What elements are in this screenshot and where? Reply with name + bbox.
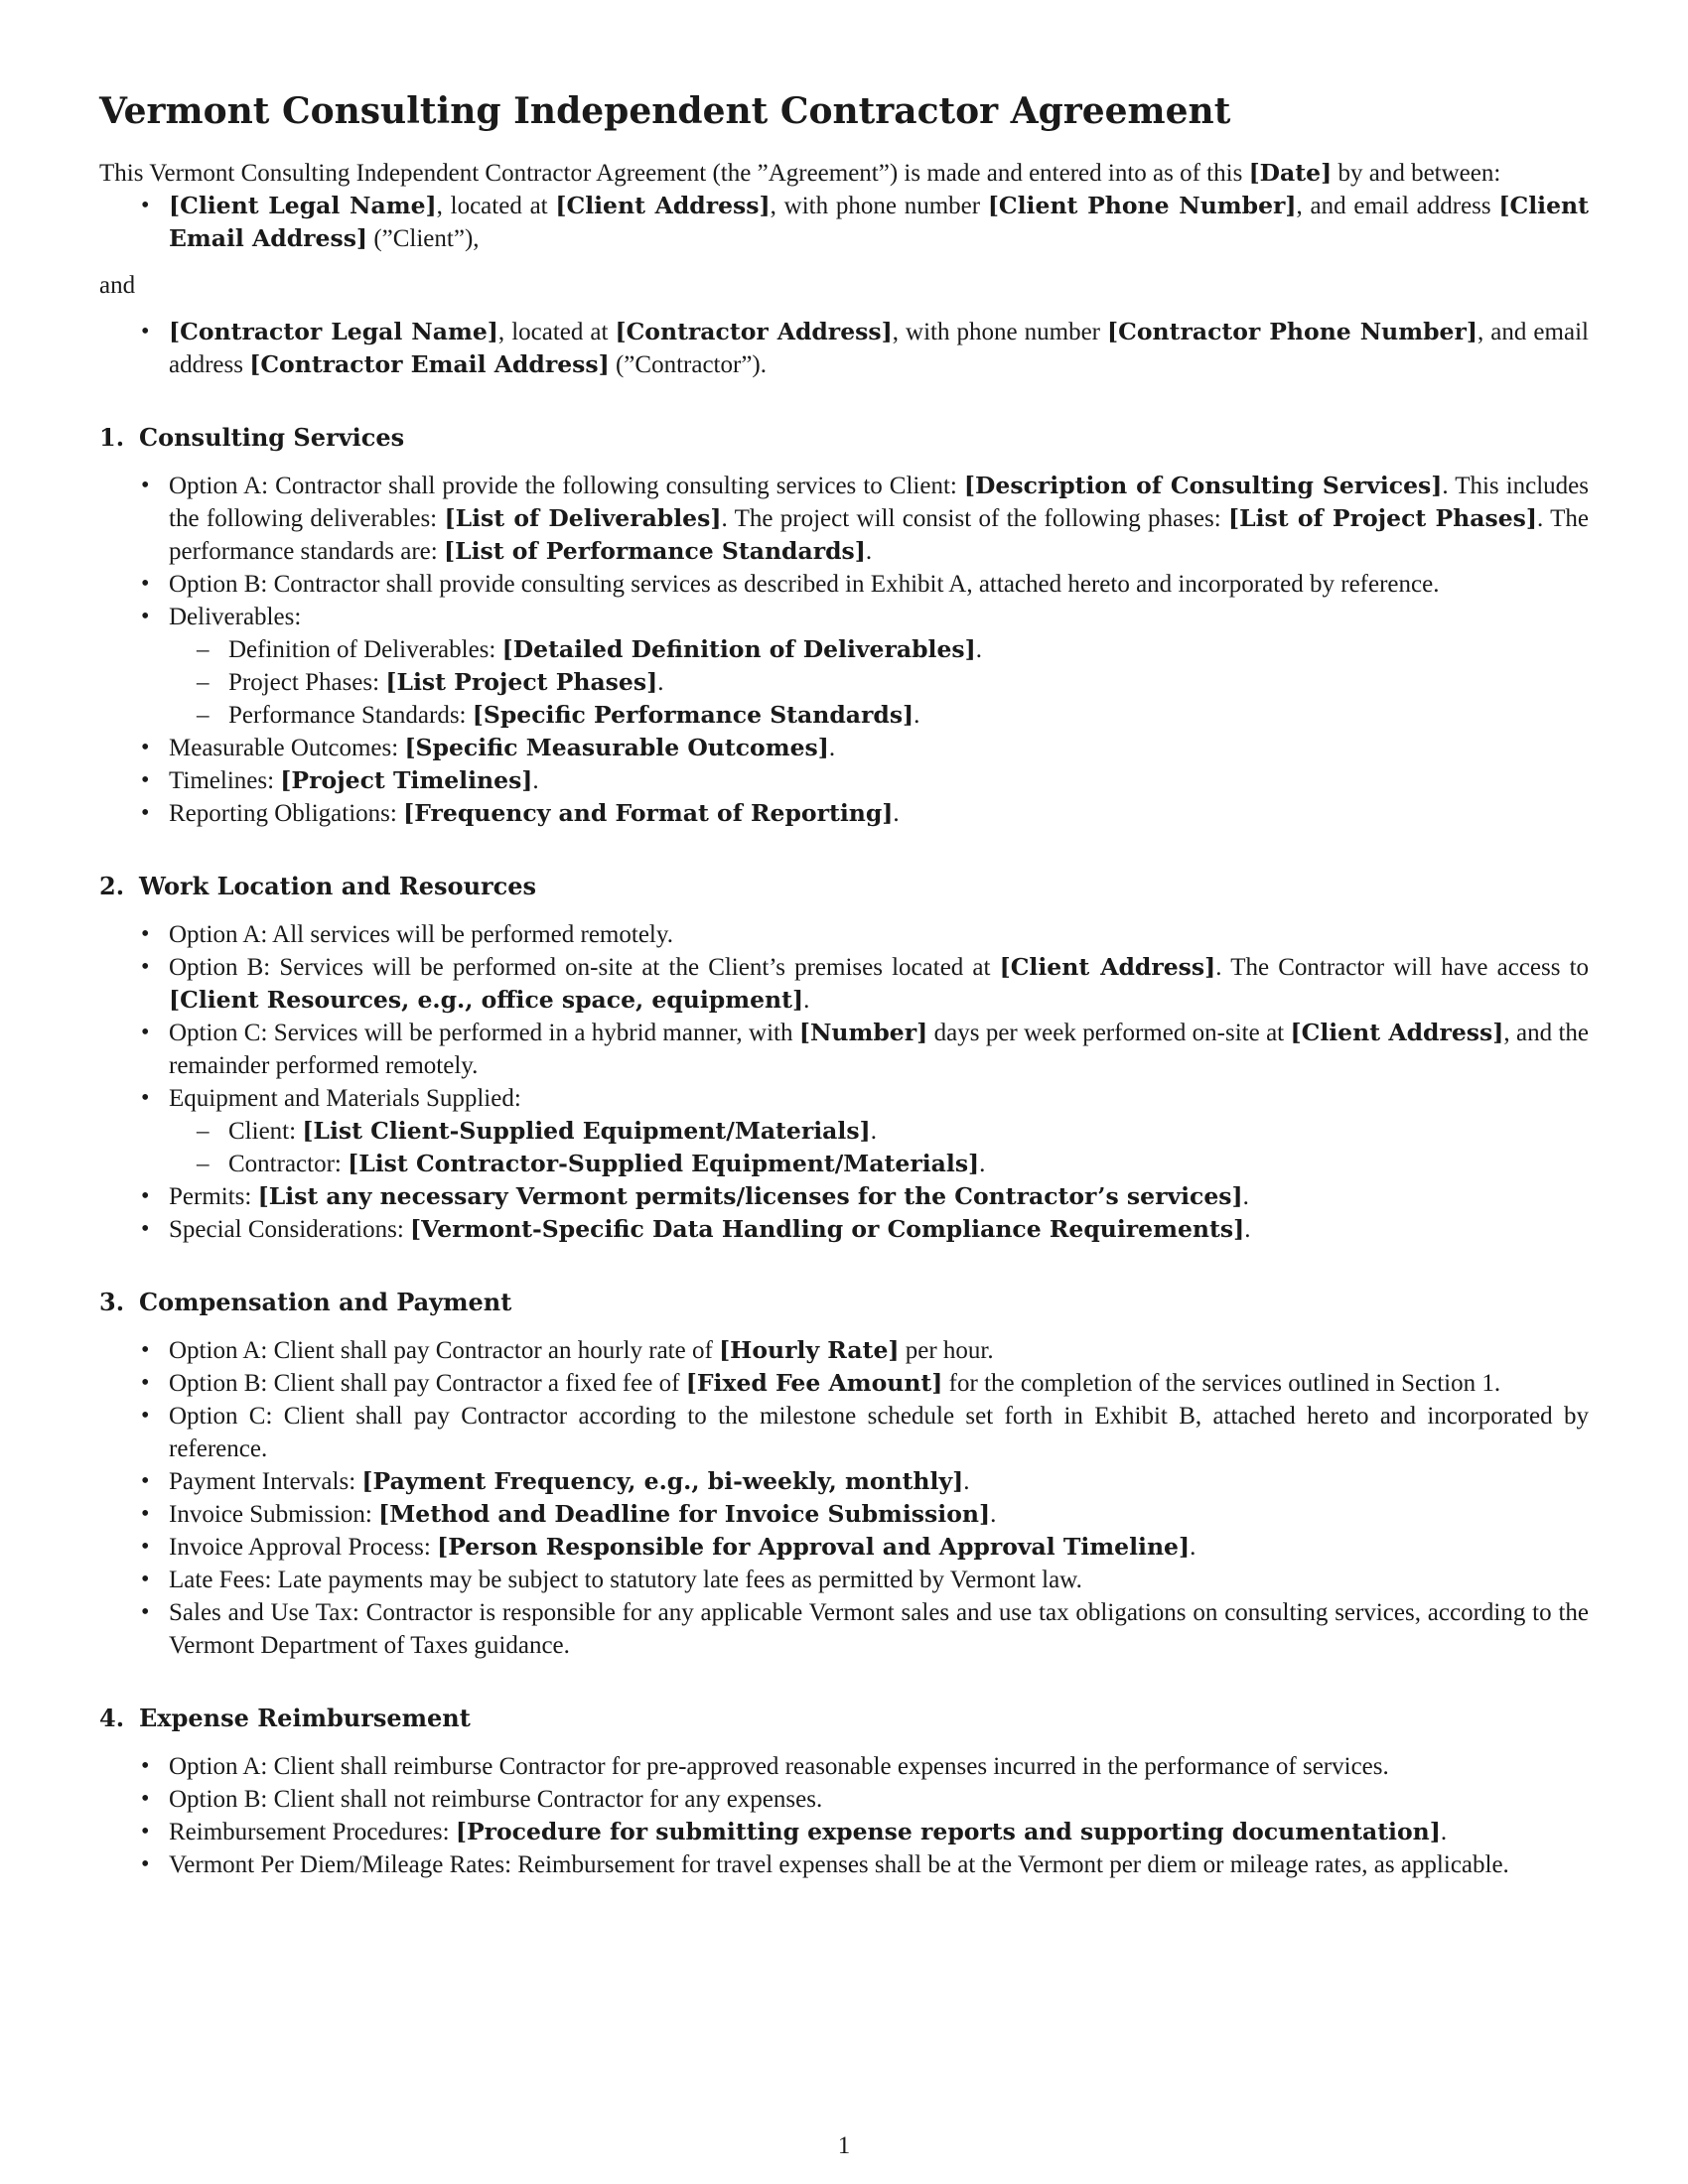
document-page [99, 87, 1589, 1881]
section-4-list [99, 1750, 1589, 1881]
equipment-sublist [169, 1115, 1589, 1180]
list-item: • Option A: Contractor shall provide the following consulting services to Client: [Description of Consulting Services]. This includes the following deliverables: [List of Deliverables]. The project will consist of the following phases: [List of Project Phases]. The performance standards are: [List of Performance Standards]. [169, 470, 1589, 568]
list-item: • Option A: All services will be performed remotely. [169, 918, 1589, 951]
list-item: • Option C: Services will be performed in a hybrid manner, with [Number] days per week performed on-site at [Client Address], and the remainder performed remotely. [169, 1017, 1589, 1082]
contractor-party: • [Contractor Legal Name], located at [Contractor Address], with phone number [Contractor Phone Number], and email address [Contractor Email Address] (”Contractor”). [169, 316, 1589, 381]
list-item: • Option C: Client shall pay Contractor according to the milestone schedule set forth in Exhibit B, attached hereto and incorporated by reference. [169, 1400, 1589, 1465]
list-item: • Option B: Services will be performed on-site at the Client’s premises located at [Client Address]. The Contractor will have access to [Client Resources, e.g., office space, equipment]. [169, 951, 1589, 1017]
section-2-list [99, 918, 1589, 1246]
sub-list-item: – Client: [List Client-Supplied Equipment/Materials]. [228, 1115, 1589, 1148]
list-item: • Timelines: [Project Timelines]. [169, 764, 1589, 797]
section-1-heading: 1. Consulting Services [99, 423, 405, 452]
document-title: Vermont Consulting Independent Contractor Agreement [99, 90, 1231, 132]
section-3-heading: 3. Compensation and Payment [99, 1288, 512, 1316]
list-item: • Option A: Client shall reimburse Contractor for pre-approved reasonable expenses incurred in the performance of services. [169, 1750, 1589, 1783]
list-item: • Vermont Per Diem/Mileage Rates: Reimbursement for travel expenses shall be at the Vermont per diem or mileage rates, as applicable. [169, 1848, 1589, 1881]
section-3-list [99, 1334, 1589, 1662]
intro-paragraph: This Vermont Consulting Independent Contractor Agreement (the ”Agreement”) is made and entered into as of this [Date] by and between: [99, 159, 1501, 187]
section-2-heading: 2. Work Location and Resources [99, 872, 537, 900]
list-item: • Sales and Use Tax: Contractor is responsible for any applicable Vermont sales and use tax obligations on consulting services, according to the Vermont Department of Taxes guidance. [169, 1596, 1589, 1662]
list-item: • Option B: Contractor shall provide consulting services as described in Exhibit A, attached hereto and incorporated by reference. [169, 568, 1589, 601]
list-item: • Invoice Submission: [Method and Deadline for Invoice Submission]. [169, 1498, 1589, 1531]
sub-list-item: – Contractor: [List Contractor-Supplied Equipment/Materials]. [228, 1148, 1589, 1180]
section-1-list [99, 470, 1589, 830]
sub-list-item: – Project Phases: [List Project Phases]. [228, 666, 1589, 699]
sub-list-item: – Definition of Deliverables: [Detailed Definition of Deliverables]. [228, 633, 1589, 666]
section-4-heading: 4. Expense Reimbursement [99, 1704, 471, 1732]
list-item: • Equipment and Materials Supplied: – Client: [List Client-Supplied Equipment/Materials]. – Contractor: [List Contractor-Supplied Equipment/Materials]. [169, 1082, 1589, 1180]
list-item: • Option B: Client shall not reimburse Contractor for any expenses. [169, 1783, 1589, 1816]
list-item: • Invoice Approval Process: [Person Responsible for Approval and Approval Timeline]. [169, 1531, 1589, 1564]
client-party-list [99, 190, 1589, 255]
list-item: • Reimbursement Procedures: [Procedure for submitting expense reports and supporting documentation]. [169, 1816, 1589, 1848]
and-connector: and [99, 272, 136, 299]
list-item: • Option A: Client shall pay Contractor an hourly rate of [Hourly Rate] per hour. [169, 1334, 1589, 1367]
list-item: • Permits: [List any necessary Vermont permits/licenses for the Contractor’s services]. [169, 1180, 1589, 1213]
list-item: • Measurable Outcomes: [Specific Measurable Outcomes]. [169, 732, 1589, 764]
list-item: • Late Fees: Late payments may be subject to statutory late fees as permitted by Vermont law. [169, 1564, 1589, 1596]
list-item: • Reporting Obligations: [Frequency and Format of Reporting]. [169, 797, 1589, 830]
sub-list-item: – Performance Standards: [Specific Performance Standards]. [228, 699, 1589, 732]
client-party: • [Client Legal Name], located at [Client Address], with phone number [Client Phone Number], and email address [Client Email Address] (”Client”), [169, 190, 1589, 255]
list-item: • Payment Intervals: [Payment Frequency, e.g., bi-weekly, monthly]. [169, 1465, 1589, 1498]
deliverables-sublist [169, 633, 1589, 732]
list-item: • Deliverables: – Definition of Deliverables: [Detailed Definition of Deliverables]. – Project Phases: [List Project Phases]. – Performance Standards: [Specific Performance Standards]. [169, 601, 1589, 732]
list-item: • Special Considerations: [Vermont-Specific Data Handling or Compliance Requirements]. [169, 1213, 1589, 1246]
contractor-party-list [99, 316, 1589, 381]
page-number: 1 [837, 2132, 851, 2159]
list-item: • Option B: Client shall pay Contractor a fixed fee of [Fixed Fee Amount] for the completion of the services outlined in Section 1. [169, 1367, 1589, 1400]
date-placeholder: [Date] [1248, 159, 1333, 187]
